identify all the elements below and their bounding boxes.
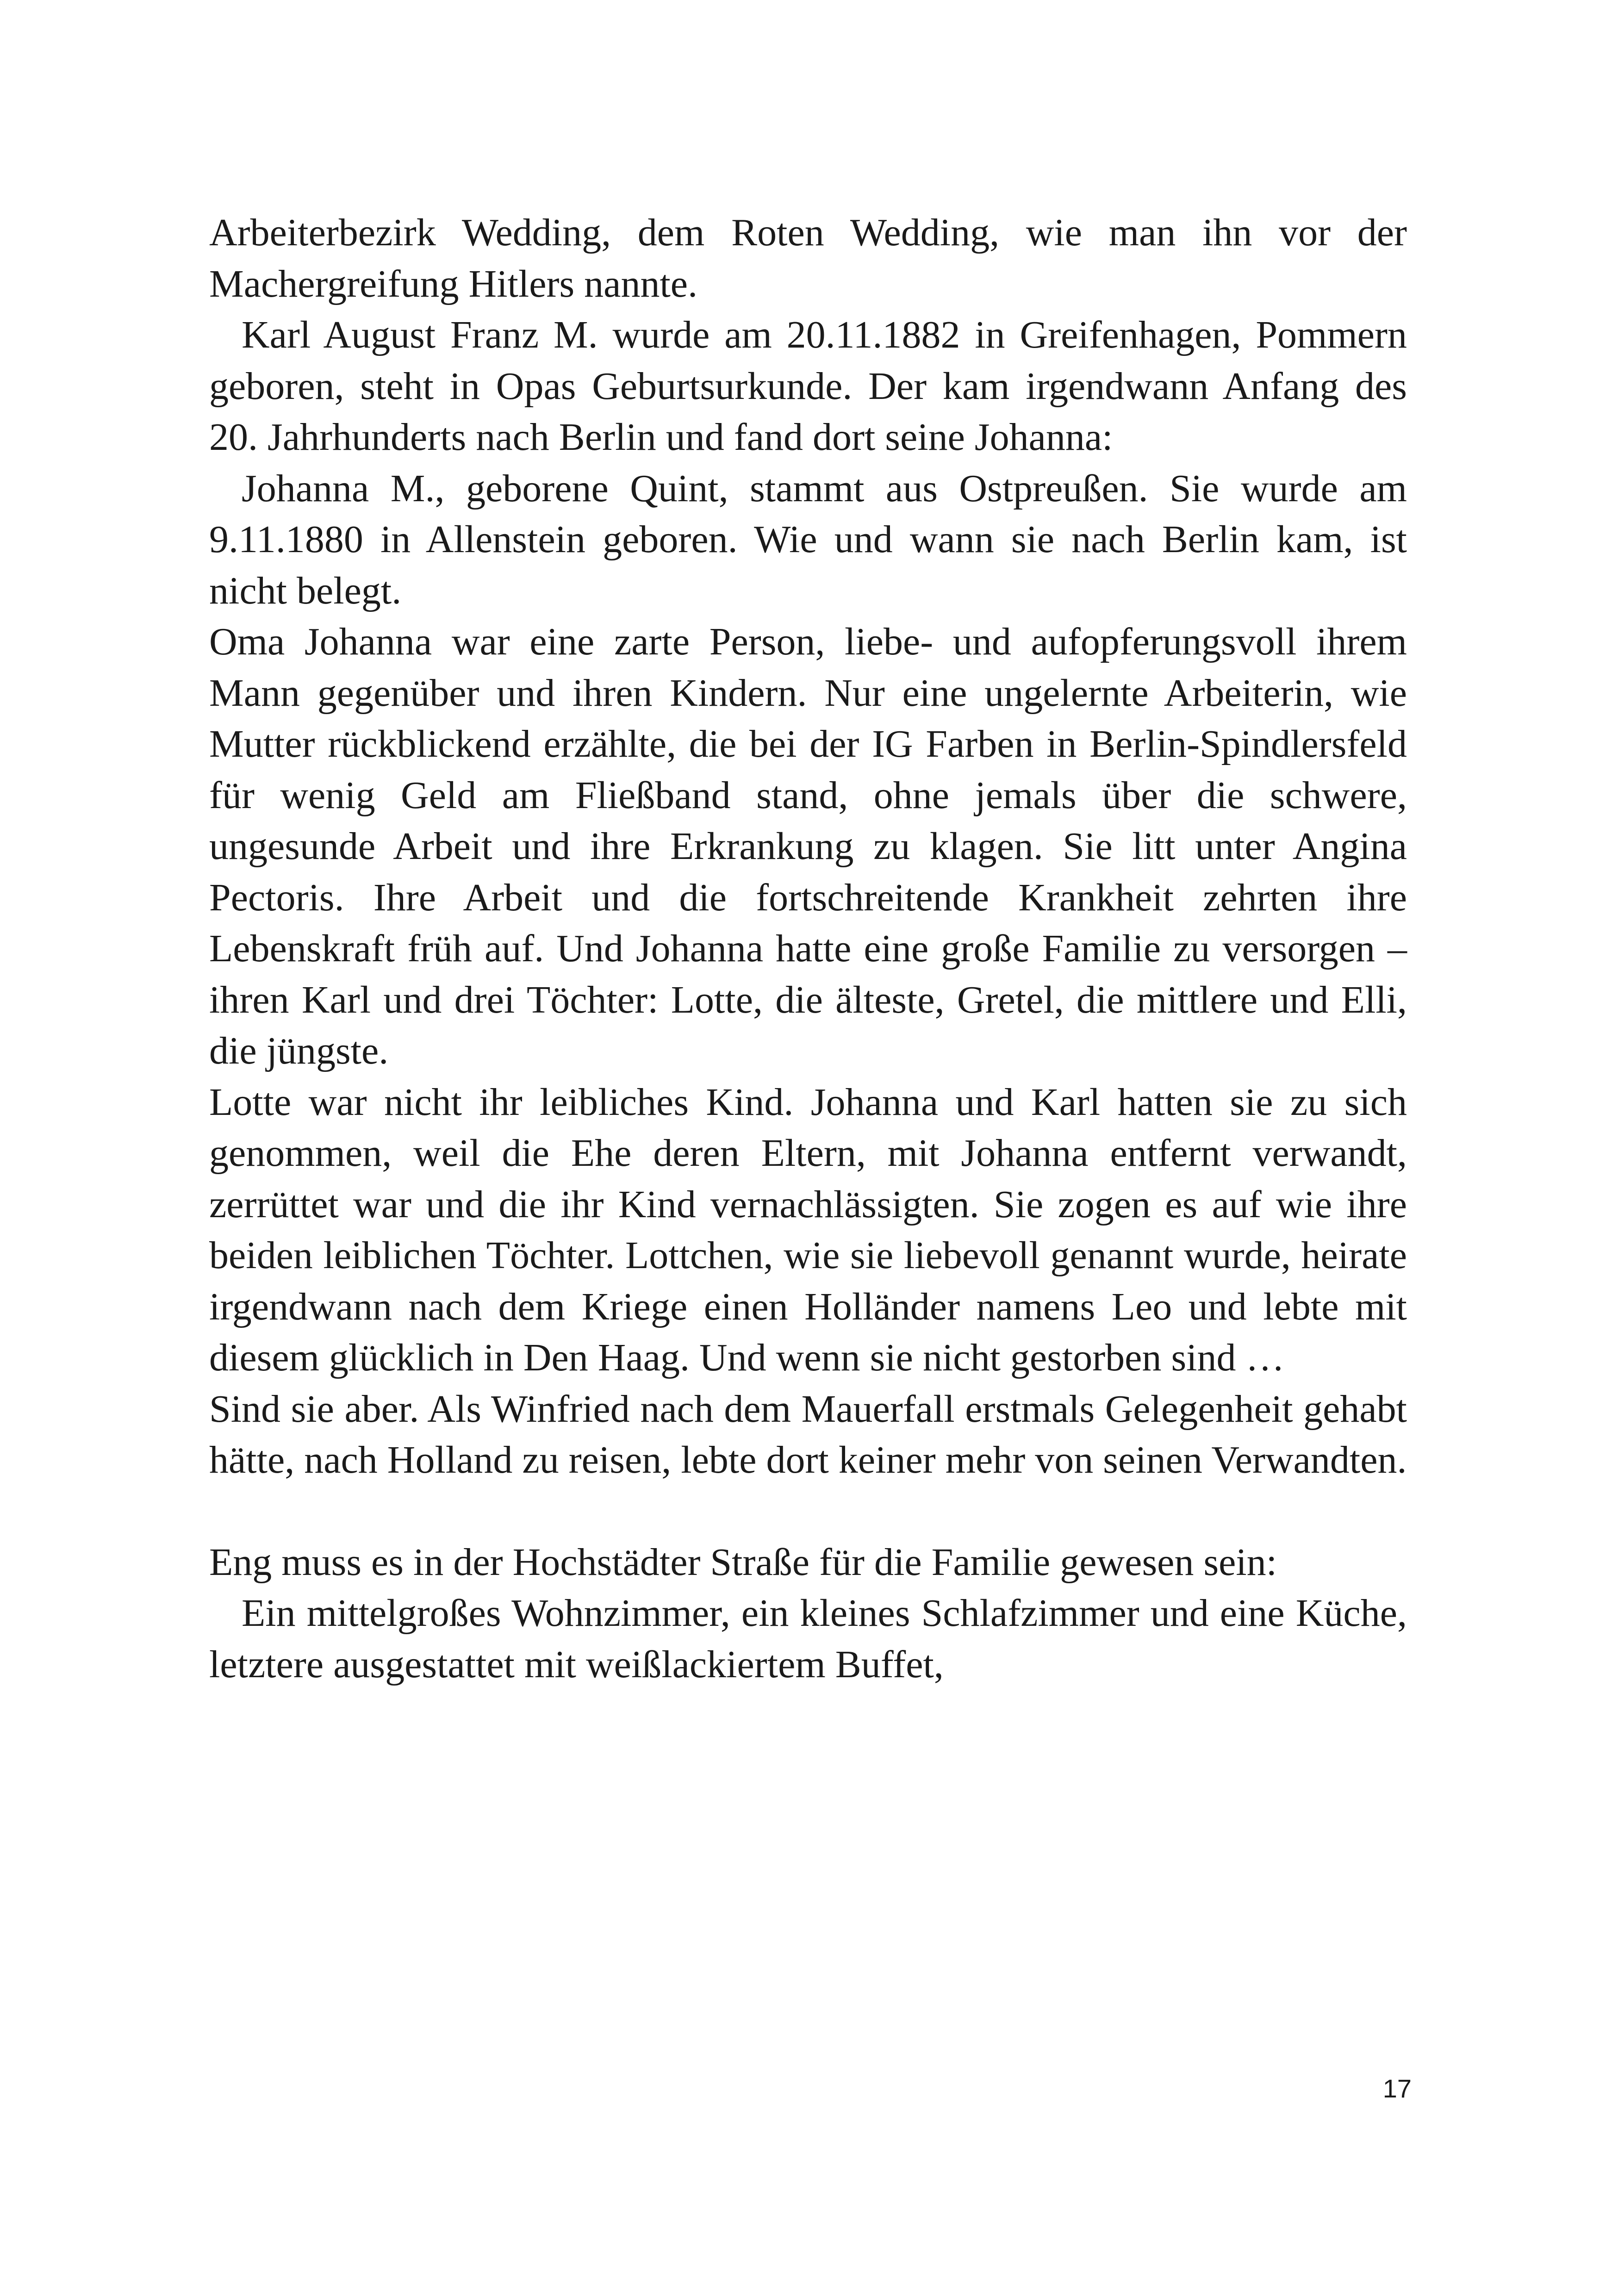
paragraph-johanna-origin: Johanna M., geborene Quint, stammt aus Ostpreußen. Sie wurde am 9.11.1880 in Allenstein geboren. Wie und wann sie nach Berlin kam, ist nicht belegt.: [209, 467, 1407, 612]
paragraph-lotte: Lotte war nicht ihr leibliches Kind. Johanna und Karl hatten sie zu sich genommen, weil die Ehe deren Eltern, mit Johanna entfernt verwandt, zerrüttet war und die ihr Kind vernachlässigten. Sie zogen es auf wie ihre beiden leiblichen Töchter. Lottchen, wie sie liebevoll genannt wurde, heirate irgendwann nach dem Kriege einen Holländer namens Leo und lebte mit diesem glücklich in Den Haag. Und wenn sie nicht gestorben sind …: [209, 1080, 1407, 1379]
paragraph-hochstaedter: Eng muss es in der Hochstädter Straße für die Familie gewesen sein:: [209, 1540, 1277, 1584]
paragraph-winfried: Sind sie aber. Als Winfried nach dem Mauerfall erstmals Gelegenheit gehabt hätte, nach Holland zu reisen, lebte dort keiner mehr von seinen Verwandten.: [209, 1387, 1407, 1481]
paragraph-karl: Karl August Franz M. wurde am 20.11.1882 in Greifenhagen, Pommern geboren, steht in Opas Geburtsurkunde. Der kam irgendwann Anfang des 20. Jahrhunderts nach Berlin und fand dort seine Johanna:: [209, 313, 1407, 459]
paragraph-wohnung: Ein mittelgroßes Wohnzimmer, ein kleines Schlafzimmer und eine Küche, letztere ausgestattet mit weißlackiertem Buffet,: [209, 1592, 1407, 1686]
page-number: 17: [1382, 2074, 1412, 2103]
paragraph-spacer: [209, 1486, 1407, 1537]
body-text: [209, 207, 1407, 1690]
paragraph-wedding: Arbeiterbezirk Wedding, dem Roten Wedding, wie man ihn vor der Machergreifung Hitlers nannte.: [209, 211, 1407, 305]
paragraph-oma-johanna: Oma Johanna war eine zarte Person, liebe- und aufopferungsvoll ihrem Mann gegenüber und ihren Kindern. Nur eine ungelernte Arbeiterin, wie Mutter rückblickend erzählte, die bei der IG Farben in Berlin-Spindlersfeld für wenig Geld am Fließband stand, ohne jemals über die schwere, ungesunde Arbeit und ihre Erkrankung zu klagen. Sie litt unter Angina Pectoris. Ihre Arbeit und die fortschreitende Krankheit zehrten ihre Lebenskraft früh auf. Und Johanna hatte eine große Familie zu versorgen – ihren Karl und drei Töchter: Lotte, die älteste, Gretel, die mittlere und Elli, die jüngste.: [209, 620, 1407, 1072]
